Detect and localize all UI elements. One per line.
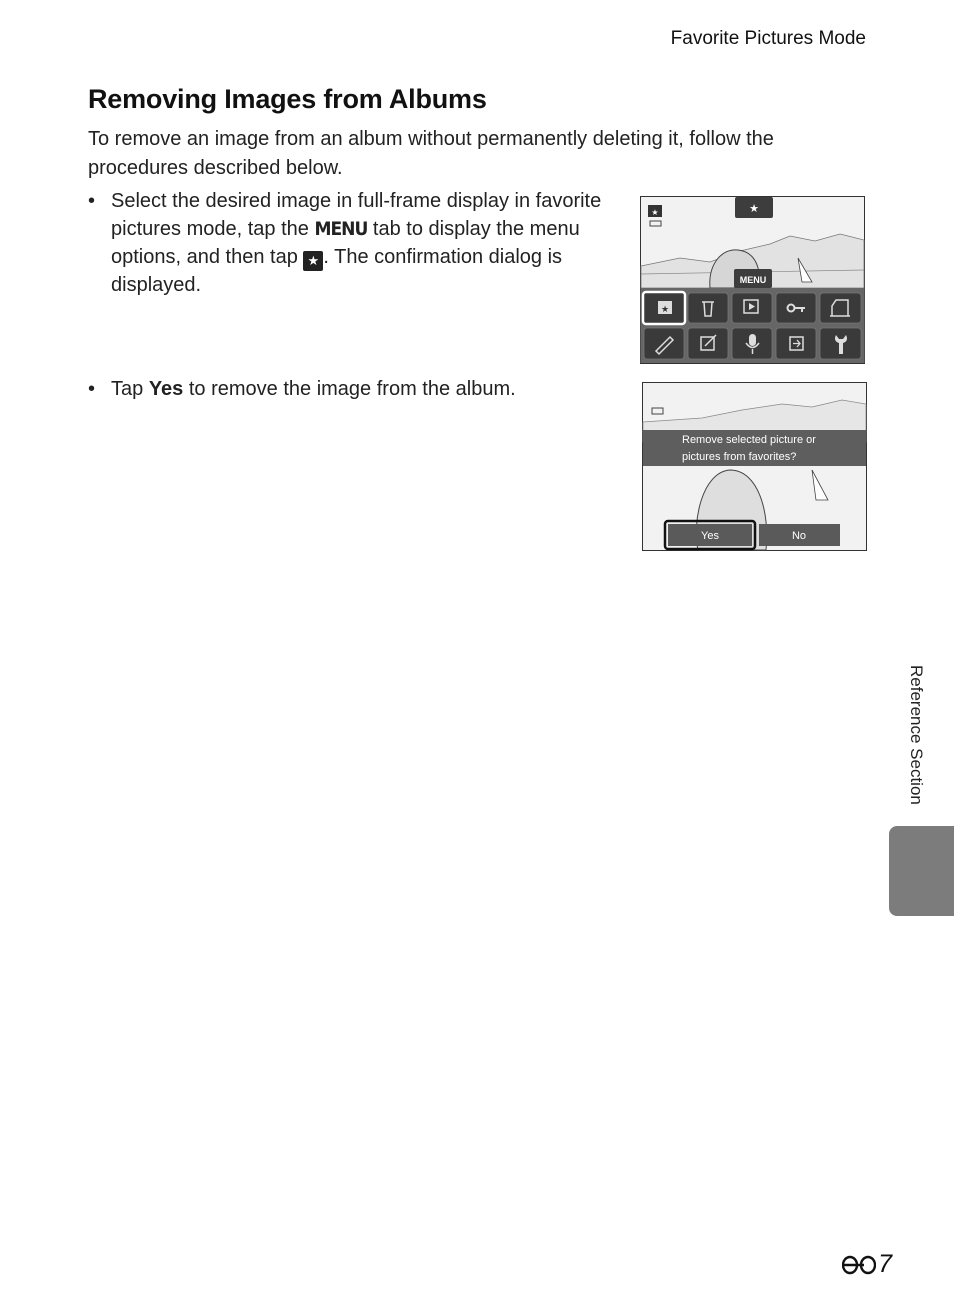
confirmation-dialog-screen: [642, 382, 867, 551]
bullet-marker: •: [88, 190, 96, 212]
star-tab-label: ★: [749, 203, 759, 215]
step-1-text-part1: Select the desired image in full-frame display in favorite pictures mode, tap the: [111, 190, 602, 240]
step-2-prefix: Tap: [111, 378, 149, 400]
section-thumb-tab: [889, 826, 954, 916]
camera-menu-screen: [640, 196, 865, 364]
page-number-value: 7: [878, 1250, 892, 1278]
menu-icon-row-2: [644, 328, 861, 359]
print-order-button[interactable]: [820, 293, 861, 323]
menu-tab-label: MENU: [739, 275, 767, 285]
svg-text:★: ★: [651, 208, 659, 217]
step-1-text: [111, 187, 606, 299]
page-number: [842, 1250, 892, 1279]
yes-keyword: Yes: [148, 378, 184, 400]
voice-memo-icon: [749, 334, 756, 346]
delete-button[interactable]: [688, 293, 728, 323]
intro-paragraph: To remove an image from an album without permanently deleting it, follow the procedures described below.: [88, 128, 774, 179]
step-2-text: [111, 375, 606, 403]
step-2-suffix: to remove the image from the album.: [183, 378, 516, 400]
menu-icon-row-1: [643, 292, 861, 324]
yes-button-label: Yes: [701, 530, 719, 542]
favorite-star-icon: ★: [303, 251, 323, 271]
dialog-message-line-1: Remove selected picture or: [682, 434, 816, 446]
step-1-text-part2: tab to display the menu options, and then tap: [111, 218, 580, 268]
running-header: Favorite Pictures Mode: [670, 28, 866, 49]
svg-text:★: ★: [660, 304, 670, 314]
no-button-label: No: [791, 530, 807, 542]
section-title: Removing Images from Albums: [88, 84, 487, 114]
instruction-step-2: [88, 375, 608, 405]
section-side-label: Reference Section: [907, 665, 926, 805]
bullet-marker: •: [88, 378, 96, 400]
menu-tab-glyph: MENU: [314, 218, 368, 240]
dialog-message-line-2: pictures from favorites?: [682, 451, 797, 463]
step-1-text-part3: . The confirmation dialog is displayed.: [111, 246, 563, 296]
instruction-step-1: [88, 187, 608, 307]
reference-section-icon: [842, 1255, 876, 1275]
